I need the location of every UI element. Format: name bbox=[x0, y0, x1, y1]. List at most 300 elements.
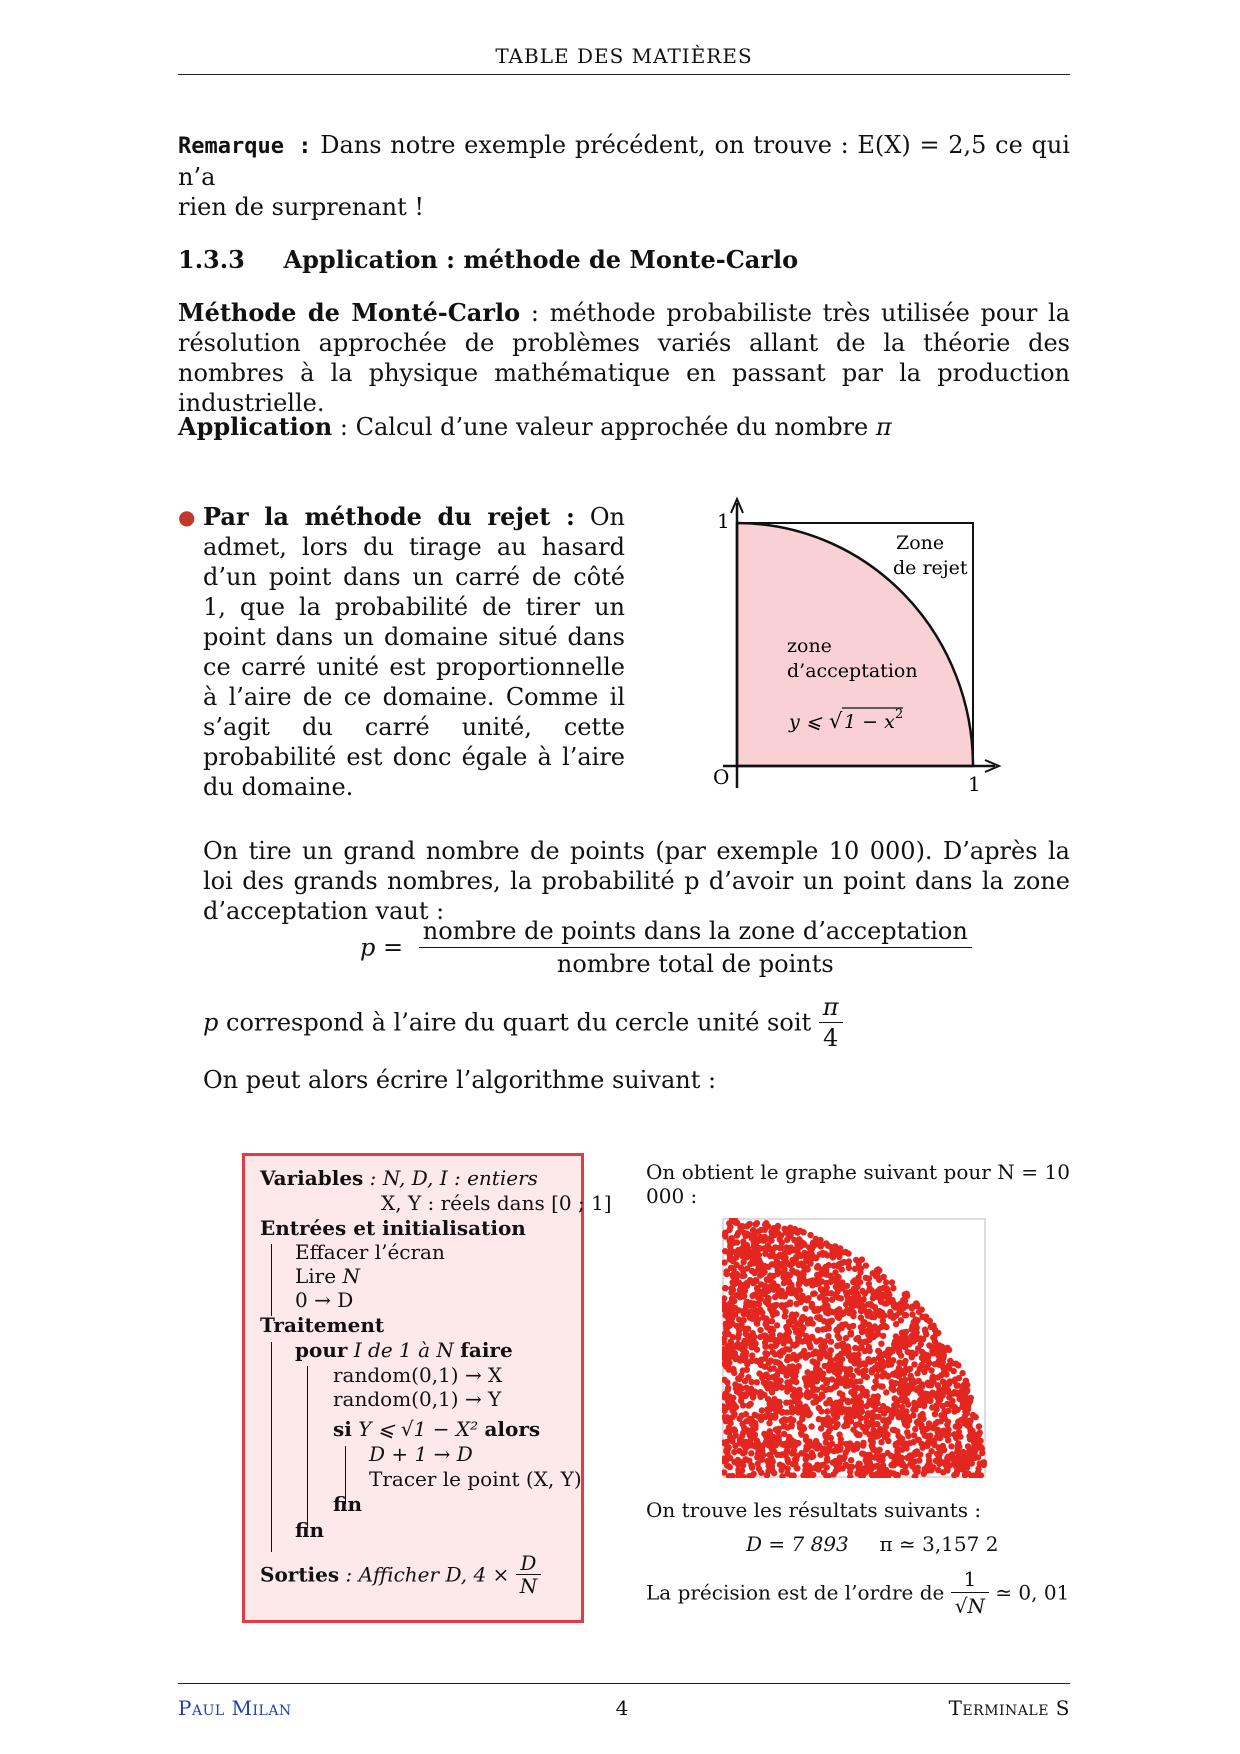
scatter-point bbox=[782, 1313, 788, 1319]
sqrt-icon: √ bbox=[829, 709, 843, 733]
scatter-point bbox=[926, 1460, 932, 1466]
scatter-point bbox=[816, 1314, 822, 1320]
scatter-point bbox=[758, 1296, 764, 1302]
scatter-point bbox=[843, 1441, 849, 1447]
scatter-point bbox=[857, 1378, 863, 1384]
scatter-point bbox=[839, 1392, 845, 1398]
scatter-point bbox=[724, 1326, 730, 1332]
scatter-point bbox=[750, 1330, 756, 1336]
scatter-point bbox=[784, 1424, 790, 1430]
scatter-point bbox=[751, 1471, 757, 1477]
scatter-point bbox=[825, 1307, 831, 1313]
scatter-point bbox=[800, 1240, 806, 1246]
probability-formula bbox=[360, 915, 972, 980]
scatter-point bbox=[741, 1240, 747, 1246]
scatter-point bbox=[937, 1387, 943, 1393]
scatter-point bbox=[813, 1255, 819, 1261]
scatter-point bbox=[941, 1408, 947, 1414]
scatter-point bbox=[853, 1302, 859, 1308]
scatter-point bbox=[853, 1354, 859, 1360]
scatter-point bbox=[971, 1445, 977, 1451]
scatter-point bbox=[813, 1338, 819, 1344]
scatter-point bbox=[736, 1327, 742, 1333]
scatter-point bbox=[801, 1278, 807, 1284]
scatter-point bbox=[730, 1334, 736, 1340]
scatter-point bbox=[819, 1393, 825, 1399]
scatter-point bbox=[783, 1372, 789, 1378]
for-block-bar bbox=[307, 1366, 308, 1528]
scatter-point bbox=[808, 1423, 814, 1429]
scatter-point bbox=[891, 1402, 897, 1408]
algo-variables-keyword: Variables bbox=[260, 1166, 364, 1190]
scatter-point bbox=[836, 1369, 842, 1375]
scatter-point bbox=[826, 1318, 832, 1324]
scatter-point bbox=[740, 1429, 746, 1435]
scatter-point bbox=[830, 1459, 836, 1465]
scatter-point bbox=[909, 1333, 915, 1339]
scatter-point bbox=[835, 1262, 841, 1268]
scatter-point bbox=[754, 1259, 760, 1265]
scatter-point bbox=[888, 1359, 894, 1365]
scatter-point bbox=[803, 1447, 809, 1453]
scatter-point bbox=[852, 1266, 858, 1272]
scatter-point bbox=[914, 1336, 920, 1342]
scatter-point bbox=[846, 1353, 852, 1359]
scatter-point bbox=[794, 1453, 800, 1459]
scatter-point bbox=[845, 1399, 851, 1405]
scatter-point bbox=[740, 1367, 746, 1373]
scatter-point bbox=[762, 1364, 768, 1370]
algo-init-keyword: Entrées et initialisation bbox=[260, 1216, 526, 1240]
scatter-point bbox=[921, 1403, 927, 1409]
scatter-point bbox=[858, 1399, 864, 1405]
scatter-point bbox=[858, 1406, 864, 1412]
scatter-point bbox=[863, 1389, 869, 1395]
scatter-point bbox=[867, 1398, 873, 1404]
scatter-point bbox=[896, 1414, 902, 1420]
scatter-point bbox=[816, 1416, 822, 1422]
probability-fraction bbox=[419, 915, 972, 980]
scatter-point bbox=[970, 1437, 976, 1443]
scatter-point bbox=[876, 1447, 882, 1453]
scatter-point bbox=[748, 1450, 754, 1456]
scatter-point bbox=[754, 1285, 760, 1291]
scatter-point bbox=[903, 1329, 909, 1335]
scatter-point bbox=[789, 1409, 795, 1415]
scatter-point bbox=[904, 1429, 910, 1435]
scatter-point bbox=[936, 1358, 942, 1364]
section-heading bbox=[178, 245, 798, 274]
scatter-point bbox=[857, 1393, 863, 1399]
y-tick-label: 1 bbox=[717, 509, 730, 533]
scatter-point bbox=[731, 1411, 737, 1417]
scatter-point bbox=[821, 1469, 827, 1475]
treatment-block-bar bbox=[271, 1342, 272, 1552]
scatter-point bbox=[949, 1402, 955, 1408]
scatter-point bbox=[929, 1390, 935, 1396]
scatter-point bbox=[953, 1390, 959, 1396]
scatter-point bbox=[803, 1391, 809, 1397]
scatter-point bbox=[738, 1394, 744, 1400]
remark-paragraph bbox=[178, 130, 1070, 222]
scatter-point bbox=[810, 1453, 816, 1459]
scatter-point bbox=[789, 1257, 795, 1263]
scatter-point bbox=[863, 1262, 869, 1268]
scatter-point bbox=[756, 1359, 762, 1365]
scatter-point bbox=[916, 1309, 922, 1315]
scatter-point bbox=[725, 1387, 731, 1393]
inequality-lhs: y ⩽ bbox=[789, 711, 822, 733]
scatter-point bbox=[787, 1247, 793, 1253]
scatter-point bbox=[796, 1333, 802, 1339]
scatter-point bbox=[826, 1443, 832, 1449]
scatter-point bbox=[751, 1300, 757, 1306]
scatter-point bbox=[909, 1350, 915, 1356]
scatter-point bbox=[947, 1378, 953, 1384]
algo-output-denominator: N bbox=[519, 1574, 538, 1598]
algo-random-y: random(0,1) → Y bbox=[333, 1387, 502, 1411]
scatter-point bbox=[961, 1384, 967, 1390]
scatter-point bbox=[921, 1369, 927, 1375]
scatter-point bbox=[724, 1271, 730, 1277]
scatter-point bbox=[932, 1411, 938, 1417]
scatter-point bbox=[835, 1333, 841, 1339]
precision-fraction bbox=[951, 1566, 989, 1619]
corr-text: correspond à l’aire du quart du cercle unité soit bbox=[218, 1008, 812, 1037]
scatter-point bbox=[790, 1342, 796, 1348]
scatter-point bbox=[823, 1240, 829, 1246]
scatter-point bbox=[894, 1448, 900, 1454]
algo-output-keyword: Sorties bbox=[260, 1562, 340, 1587]
scatter-point bbox=[731, 1298, 737, 1304]
scatter-point bbox=[743, 1303, 749, 1309]
scatter-point bbox=[798, 1430, 804, 1436]
scatter-point bbox=[772, 1262, 778, 1268]
scatter-point bbox=[903, 1366, 909, 1372]
scatter-point bbox=[889, 1279, 895, 1285]
scatter-point bbox=[912, 1426, 918, 1432]
precision-line bbox=[646, 1566, 1069, 1619]
scatter-point bbox=[753, 1277, 759, 1283]
algo-end-for: fin bbox=[295, 1518, 325, 1542]
precision-text: La précision est de l’ordre de bbox=[646, 1580, 945, 1605]
scatter-point bbox=[815, 1263, 821, 1269]
scatter-point bbox=[752, 1340, 758, 1346]
scatter-point bbox=[828, 1339, 834, 1345]
scatter-point bbox=[953, 1423, 959, 1429]
scatter-point bbox=[744, 1265, 750, 1271]
scatter-point bbox=[810, 1399, 816, 1405]
scatter-point bbox=[733, 1355, 739, 1361]
scatter-point bbox=[894, 1428, 900, 1434]
scatter-point bbox=[933, 1331, 939, 1337]
scatter-point bbox=[852, 1345, 858, 1351]
scatter-point bbox=[727, 1224, 733, 1230]
scatter-point bbox=[757, 1245, 763, 1251]
scatter-point bbox=[735, 1375, 741, 1381]
scatter-point bbox=[923, 1331, 929, 1337]
scatter-point bbox=[790, 1461, 796, 1467]
scatter-point bbox=[951, 1368, 957, 1374]
origin-label: O bbox=[713, 765, 730, 789]
algo-do-keyword: faire bbox=[460, 1338, 513, 1362]
scatter-point bbox=[824, 1434, 830, 1440]
scatter-point bbox=[859, 1450, 865, 1456]
scatter-point bbox=[945, 1454, 951, 1460]
scatter-point bbox=[727, 1455, 733, 1461]
scatter-point bbox=[800, 1324, 806, 1330]
scatter-point bbox=[823, 1450, 829, 1456]
scatter-point bbox=[911, 1361, 917, 1367]
scatter-point bbox=[800, 1409, 806, 1415]
scatter-point bbox=[737, 1223, 743, 1229]
scatter-point bbox=[797, 1424, 803, 1430]
scatter-point bbox=[727, 1420, 733, 1426]
scatter-point bbox=[954, 1469, 960, 1475]
running-header: TABLE DES MATIÈRES bbox=[495, 44, 753, 68]
scatter-point bbox=[928, 1448, 934, 1454]
scatter-point bbox=[761, 1431, 767, 1437]
pi-over-four bbox=[819, 992, 843, 1053]
scatter-point bbox=[741, 1317, 747, 1323]
footer-level: Terminale S bbox=[948, 1696, 1070, 1720]
scatter-point bbox=[791, 1398, 797, 1404]
scatter-point bbox=[779, 1261, 785, 1267]
scatter-point bbox=[970, 1412, 976, 1418]
scatter-point bbox=[820, 1326, 826, 1332]
scatter-point bbox=[746, 1458, 752, 1464]
scatter-point bbox=[971, 1451, 977, 1457]
scatter-point bbox=[767, 1272, 773, 1278]
application-text: : Calcul d’une valeur approchée du nombre bbox=[332, 413, 876, 441]
scatter-point bbox=[859, 1256, 865, 1262]
scatter-point bbox=[799, 1295, 805, 1301]
scatter-point bbox=[833, 1422, 839, 1428]
method-definition: : méthode probabiliste très utilisée pour la résolution approchée de problèmes variés allant de la théorie des nombres à la physique mathématique en passant par la production industrielle. bbox=[178, 299, 1071, 417]
scatter-point bbox=[944, 1466, 950, 1472]
scatter-point bbox=[754, 1321, 760, 1327]
application-term: Application bbox=[178, 412, 333, 441]
algo-init-3: 0 → D bbox=[295, 1288, 354, 1312]
scatter-point bbox=[898, 1317, 904, 1323]
scatter-point bbox=[751, 1388, 757, 1394]
scatter-point bbox=[893, 1369, 899, 1375]
scatter-point bbox=[768, 1237, 774, 1243]
scatter-point bbox=[965, 1471, 971, 1477]
scatter-point bbox=[828, 1290, 834, 1296]
scatter-point bbox=[774, 1452, 780, 1458]
scatter-point bbox=[902, 1420, 908, 1426]
scatter-point bbox=[874, 1463, 880, 1469]
scatter-point bbox=[885, 1373, 891, 1379]
scatter-point bbox=[875, 1269, 881, 1275]
scatter-point bbox=[848, 1457, 854, 1463]
remark-text-3: rien de surprenant ! bbox=[178, 193, 425, 221]
scatter-point bbox=[807, 1232, 813, 1238]
scatter-point bbox=[791, 1387, 797, 1393]
scatter-point bbox=[809, 1301, 815, 1307]
scatter-point bbox=[791, 1441, 797, 1447]
scatter-point bbox=[773, 1225, 779, 1231]
scatter-point bbox=[827, 1279, 833, 1285]
scatter-point bbox=[916, 1378, 922, 1384]
method-paragraph bbox=[178, 298, 1070, 418]
drawing-paragraph: On tire un grand nombre de points (par exemple 10 000). D’après la loi des grands nombres, la probabilité p d’avoir un point dans la zone d’acceptation vaut : bbox=[203, 837, 1070, 925]
rejection-text: On admet, lors du tirage au hasard d’un point dans un carré de côté 1, que la probabilité de tirer un point dans un domaine situé dans ce carré unité est proportionnelle à l’aire de ce domaine. Comme il s’agit du carré unité, cette probabilité est donc égale à l’aire du domaine. bbox=[203, 503, 625, 801]
scatter-point bbox=[915, 1465, 921, 1471]
scatter-point bbox=[802, 1462, 808, 1468]
algo-output-numerator: D bbox=[516, 1552, 542, 1575]
scatter-point bbox=[890, 1285, 896, 1291]
scatter-point bbox=[755, 1267, 761, 1273]
scatter-point bbox=[772, 1232, 778, 1238]
scatter-point bbox=[824, 1408, 830, 1414]
p-denominator: nombre total de points bbox=[556, 950, 834, 978]
scatter-point bbox=[849, 1443, 855, 1449]
scatter-point bbox=[976, 1423, 982, 1429]
scatter-point bbox=[875, 1414, 881, 1420]
scatter-point bbox=[734, 1239, 740, 1245]
rejection-zone-label-1: Zone bbox=[896, 532, 945, 554]
scatter-point bbox=[766, 1420, 772, 1426]
remark-label: Remarque : bbox=[178, 134, 312, 159]
algorithm-intro: On peut alors écrire l’algorithme suivant : bbox=[203, 1066, 717, 1094]
scatter-point bbox=[745, 1311, 751, 1317]
scatter-point bbox=[749, 1417, 755, 1423]
scatter-point bbox=[887, 1298, 893, 1304]
scatter-point bbox=[778, 1245, 784, 1251]
scatter-point bbox=[751, 1314, 757, 1320]
scatter-point bbox=[969, 1428, 975, 1434]
scatter-point bbox=[807, 1336, 813, 1342]
scatter-point bbox=[729, 1321, 735, 1327]
scatter-point bbox=[932, 1421, 938, 1427]
scatter-point bbox=[759, 1452, 765, 1458]
results-intro: On trouve les résultats suivants : bbox=[646, 1498, 982, 1522]
scatter-point bbox=[940, 1443, 946, 1449]
scatter-point bbox=[776, 1437, 782, 1443]
scatter-point bbox=[834, 1308, 840, 1314]
scatter-point bbox=[945, 1419, 951, 1425]
scatter-point bbox=[835, 1274, 841, 1280]
scatter-point bbox=[816, 1443, 822, 1449]
scatter-point bbox=[814, 1350, 820, 1356]
scatter-point bbox=[860, 1442, 866, 1448]
scatter-point bbox=[876, 1354, 882, 1360]
scatter-point bbox=[790, 1393, 796, 1399]
scatter-point bbox=[912, 1406, 918, 1412]
scatter-point bbox=[837, 1454, 843, 1460]
scatter-point bbox=[855, 1293, 861, 1299]
scatter-point bbox=[801, 1250, 807, 1256]
scatter-point bbox=[800, 1229, 806, 1235]
scatter-point bbox=[793, 1357, 799, 1363]
scatter-point bbox=[962, 1420, 968, 1426]
scatter-point bbox=[729, 1307, 735, 1313]
scatter-point bbox=[743, 1357, 749, 1363]
scatter-point bbox=[864, 1419, 870, 1425]
scatter-point bbox=[814, 1462, 820, 1468]
scatter-point bbox=[811, 1290, 817, 1296]
graph-intro: On obtient le graphe suivant pour N = 10 000 : bbox=[646, 1160, 1070, 1208]
scatter-point bbox=[769, 1318, 775, 1324]
correspondence-line bbox=[203, 992, 843, 1053]
scatter-point bbox=[722, 1233, 728, 1239]
scatter-point bbox=[783, 1400, 789, 1406]
scatter-point bbox=[878, 1341, 884, 1347]
algo-variables-line bbox=[260, 1166, 538, 1191]
scatter-point bbox=[734, 1232, 740, 1238]
scatter-point bbox=[762, 1251, 768, 1257]
scatter-point bbox=[862, 1361, 868, 1367]
scatter-point bbox=[960, 1456, 966, 1462]
scatter-point bbox=[804, 1375, 810, 1381]
scatter-point bbox=[737, 1437, 743, 1443]
scatter-point bbox=[859, 1329, 865, 1335]
scatter-point bbox=[738, 1282, 744, 1288]
scatter-point bbox=[802, 1306, 808, 1312]
scatter-point bbox=[952, 1462, 958, 1468]
scatter-point bbox=[879, 1309, 885, 1315]
scatter-point bbox=[778, 1349, 784, 1355]
scatter-point bbox=[884, 1432, 890, 1438]
monte-carlo-scatter-plot bbox=[722, 1218, 987, 1478]
scatter-point bbox=[861, 1373, 867, 1379]
scatter-point bbox=[845, 1343, 851, 1349]
acceptance-zone-label-2: d’acceptation bbox=[787, 660, 918, 682]
scatter-point bbox=[767, 1336, 773, 1342]
scatter-point bbox=[742, 1449, 748, 1455]
scatter-point bbox=[764, 1411, 770, 1417]
scatter-point bbox=[818, 1286, 824, 1292]
algo-treatment-keyword: Traitement bbox=[260, 1313, 385, 1337]
scatter-point bbox=[771, 1310, 777, 1316]
algo-init-2b: N bbox=[342, 1264, 360, 1288]
scatter-point bbox=[930, 1374, 936, 1380]
scatter-point bbox=[908, 1373, 914, 1379]
scatter-point bbox=[923, 1314, 929, 1320]
scatter-point bbox=[935, 1395, 941, 1401]
scatter-point bbox=[745, 1251, 751, 1257]
scatter-point bbox=[941, 1348, 947, 1354]
scatter-point bbox=[952, 1456, 958, 1462]
scatter-point bbox=[926, 1420, 932, 1426]
scatter-point bbox=[891, 1303, 897, 1309]
scatter-point bbox=[817, 1271, 823, 1277]
scatter-point bbox=[775, 1382, 781, 1388]
scatter-point bbox=[791, 1447, 797, 1453]
scatter-point bbox=[947, 1358, 953, 1364]
scatter-point bbox=[762, 1321, 768, 1327]
scatter-point bbox=[917, 1390, 923, 1396]
scatter-point bbox=[933, 1403, 939, 1409]
scatter-point bbox=[954, 1407, 960, 1413]
scatter-point bbox=[924, 1363, 930, 1369]
scatter-point bbox=[777, 1462, 783, 1468]
scatter-point bbox=[788, 1355, 794, 1361]
p-numerator: nombre de points dans la zone d’acceptation bbox=[419, 915, 972, 948]
scatter-point bbox=[781, 1442, 787, 1448]
scatter-point bbox=[862, 1339, 868, 1345]
scatter-point bbox=[876, 1287, 882, 1293]
scatter-point bbox=[880, 1403, 886, 1409]
scatter-point bbox=[867, 1285, 873, 1291]
scatter-point bbox=[904, 1455, 910, 1461]
scatter-point bbox=[725, 1463, 731, 1469]
scatter-point bbox=[786, 1234, 792, 1240]
scatter-point bbox=[724, 1379, 730, 1385]
remark-formula: E(X) = 2,5 bbox=[857, 131, 987, 159]
